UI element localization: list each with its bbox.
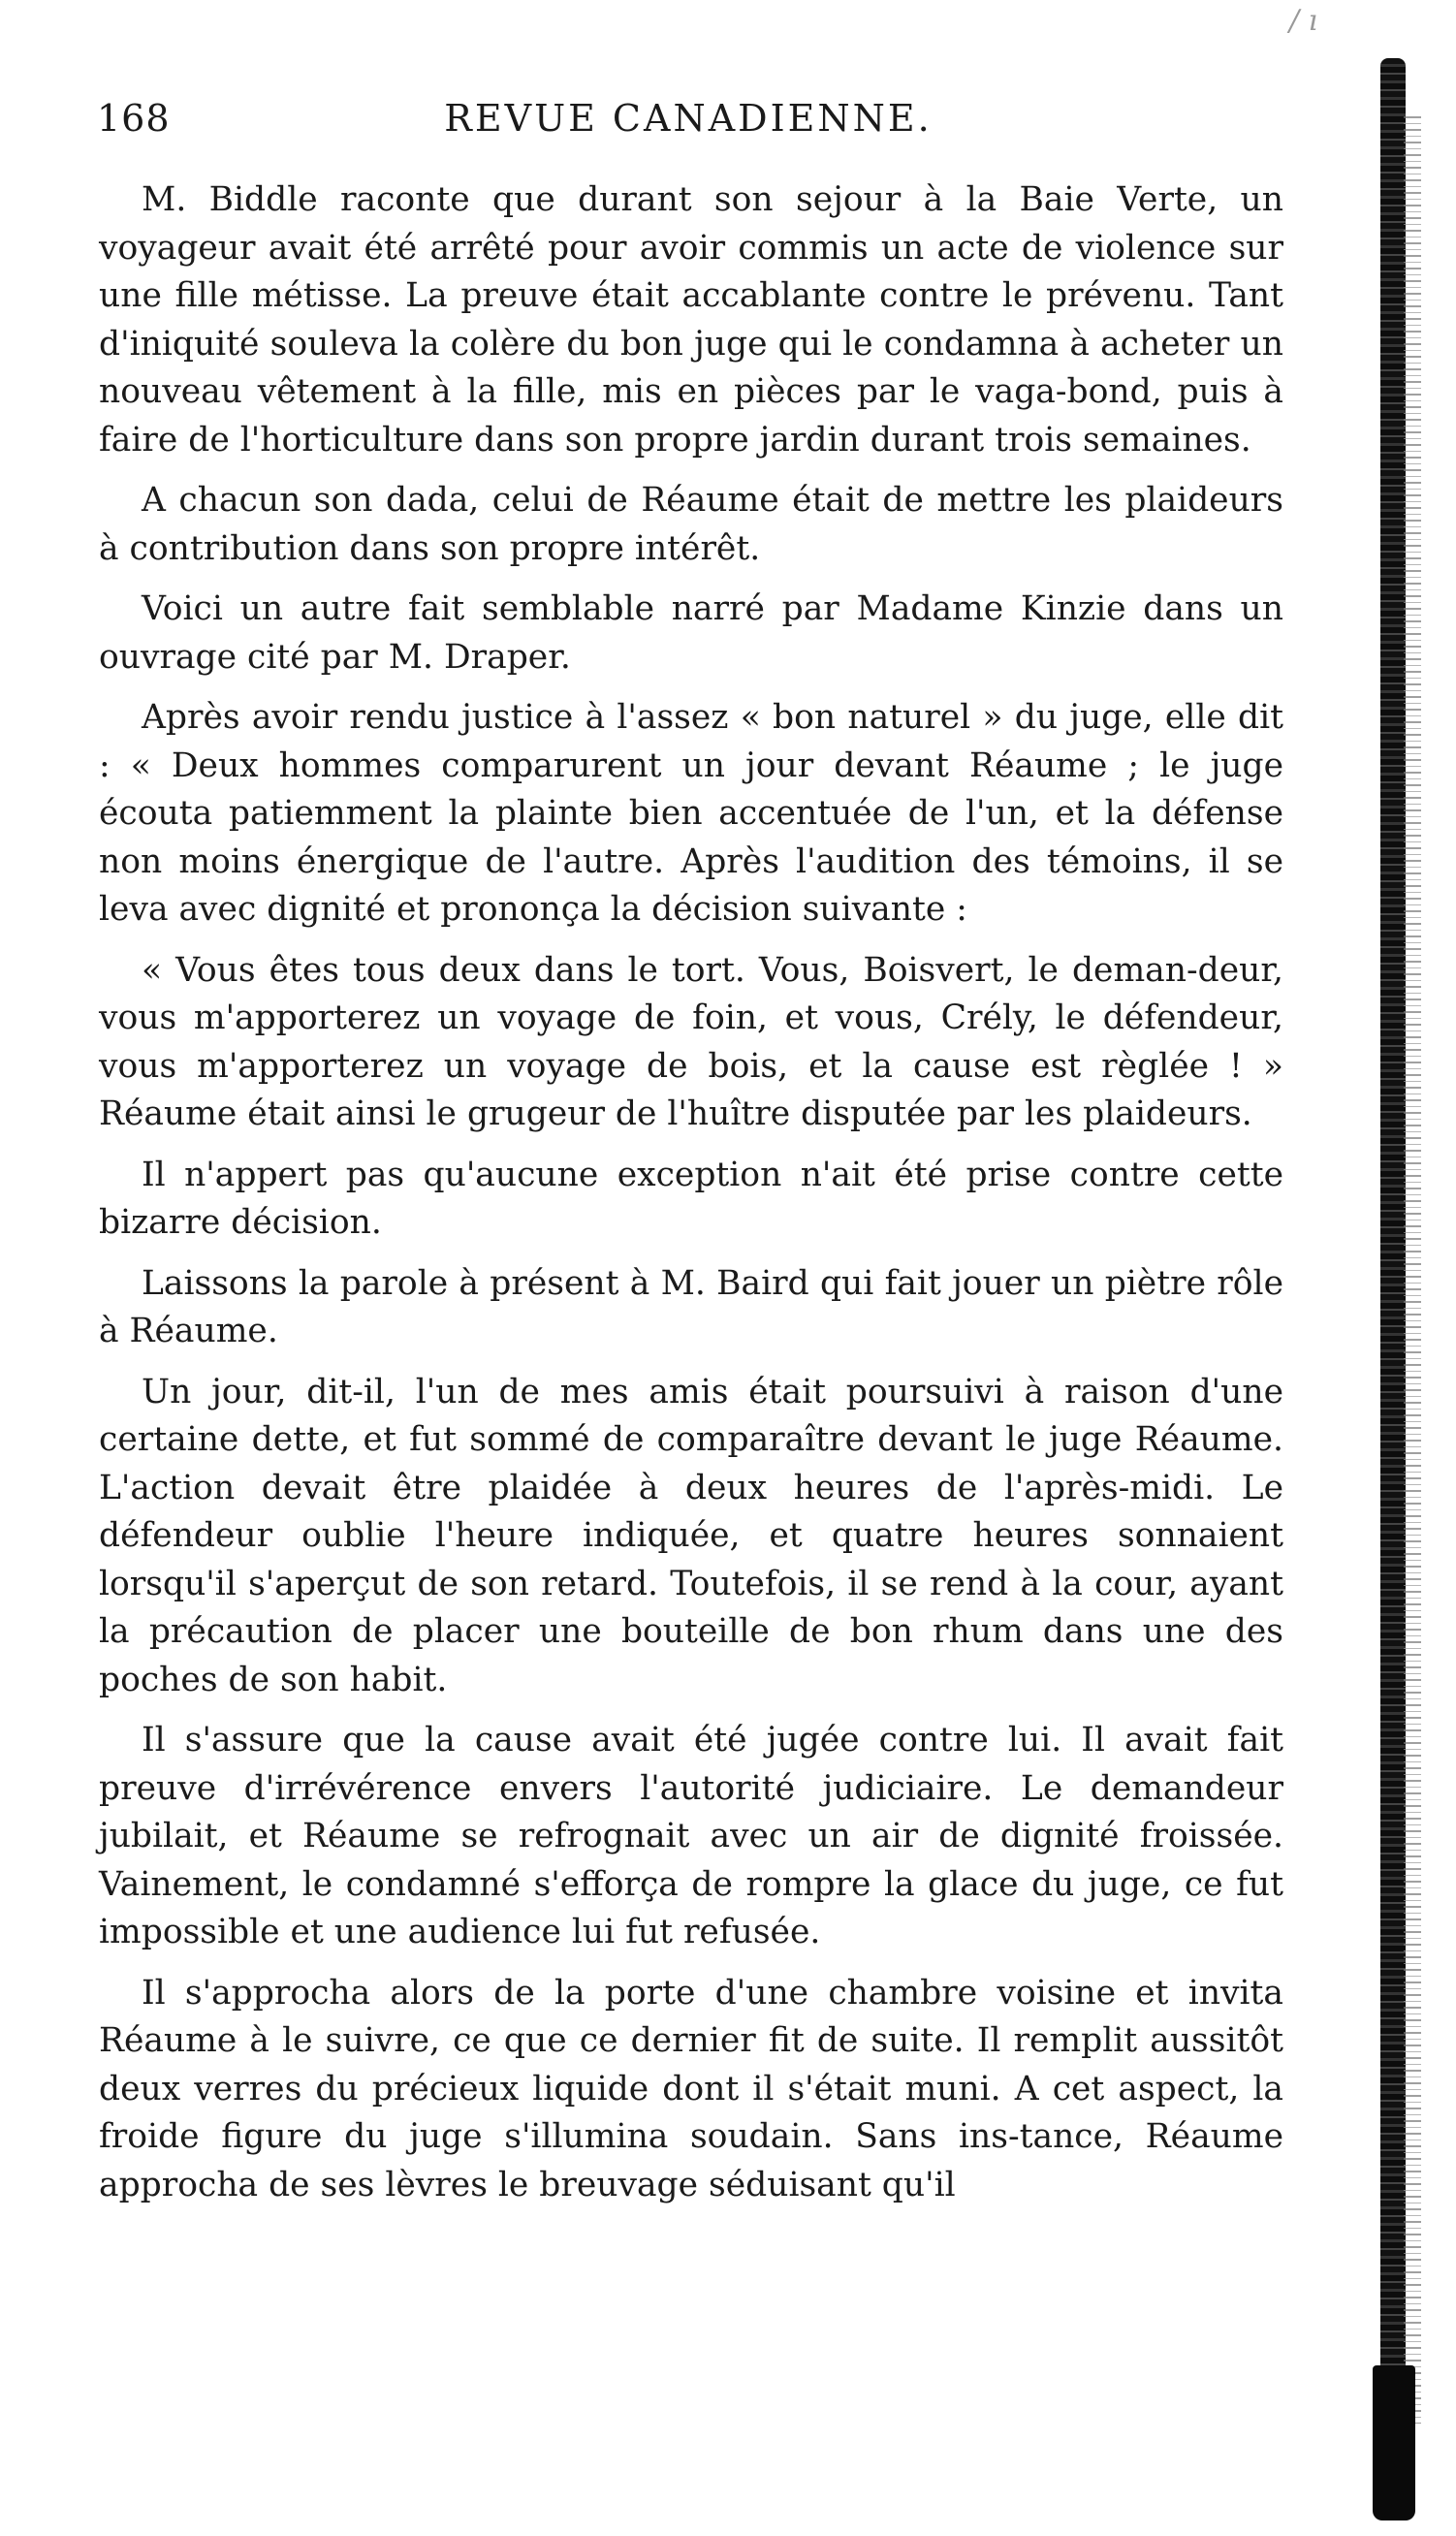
paragraph-10: Il s'approcha alors de la porte d'une chambre voisine et invita Réaume à le suivre, ce que ce dernier fit de suite. Il remplit aussitôt deux verres du précieux liquide dont il s'était muni. A cet aspect, la froide figure du juge s'illumina soudain. Sans ins-tance, Réaume approcha de ses lèvres le breuvage séduisant qu'il: [99, 1973, 1283, 2204]
paragraph-2: A chacun son dada, celui de Réaume était de mettre les plaideurs à contribution dans son propre intérêt.: [99, 481, 1283, 568]
page-number: 168: [97, 97, 171, 140]
running-title: REVUE CANADIENNE.: [444, 97, 933, 140]
body-text: [99, 176, 1283, 2222]
binding-edge-base: [1373, 2365, 1415, 2520]
paragraph-4: Après avoir rendu justice à l'assez « bon naturel » du juge, elle dit : « Deux hommes comparurent un jour devant Réaume ; le juge écouta patiemment la plainte bien accentuée de l'un, et la défense non moins énergique de l'autre. Après l'audition des témoins, il se leva avec dignité et prononça la décision suivante :: [99, 698, 1283, 929]
paragraph-7: Laissons la parole à présent à M. Baird qui fait jouer un piètre rôle à Réaume.: [99, 1263, 1283, 1350]
binding-edge-speckle: [1404, 116, 1421, 2424]
paragraph-6: Il n'appert pas qu'aucune exception n'ait été prise contre cette bizarre décision.: [99, 1155, 1283, 1242]
binding-edge: [1365, 0, 1456, 2536]
pencil-mark-icon: / ı: [1289, 4, 1318, 38]
page-header: [97, 97, 1280, 155]
binding-edge-band: [1380, 58, 1406, 2501]
paragraph-5: « Vous êtes tous deux dans le tort. Vous, Boisvert, le deman-deur, vous m'apporterez un voyage de foin, et vous, Crély, le défendeur, vous m'apporterez un voyage de bois, et la cause est règlée ! » Réaume était ainsi le grugeur de l'huître disputée par les plaideurs.: [99, 950, 1283, 1133]
paragraph-9: Il s'assure que la cause avait été jugée contre lui. Il avait fait preuve d'irrévérence envers l'autorité judiciaire. Le demandeur jubilait, et Réaume se refrognait avec un air de dignité froissée. Vainement, le condamné s'efforça de rompre la glace du juge, ce fut impossible et une audience lui fut refusée.: [99, 1721, 1283, 1951]
paragraph-1: M. Biddle raconte que durant son sejour à la Baie Verte, un voyageur avait été arrêté pour avoir commis un acte de violence sur une fille métisse. La preuve était accablante contre le prévenu. Tant d'iniquité souleva la colère du bon juge qui le condamna à acheter un nouveau vêtement à la fille, mis en pièces par le vaga-bond, puis à faire de l'horticulture dans son propre jardin durant trois semaines.: [99, 180, 1283, 460]
paragraph-3: Voici un autre fait semblable narré par Madame Kinzie dans un ouvrage cité par M. Draper.: [99, 589, 1283, 677]
paragraph-8: Un jour, dit-il, l'un de mes amis était poursuivi à raison d'une certaine dette, et fut sommé de comparaître devant le juge Réaume. L'action devait être plaidée à deux heures de l'après-midi. Le défendeur oublie l'heure indiquée, et quatre heures sonnaient lorsqu'il s'aperçut de son retard. Toutefois, il se rend à la cour, ayant la précaution de placer une bouteille de bon rhum dans une des poches de son habit.: [99, 1372, 1283, 1699]
